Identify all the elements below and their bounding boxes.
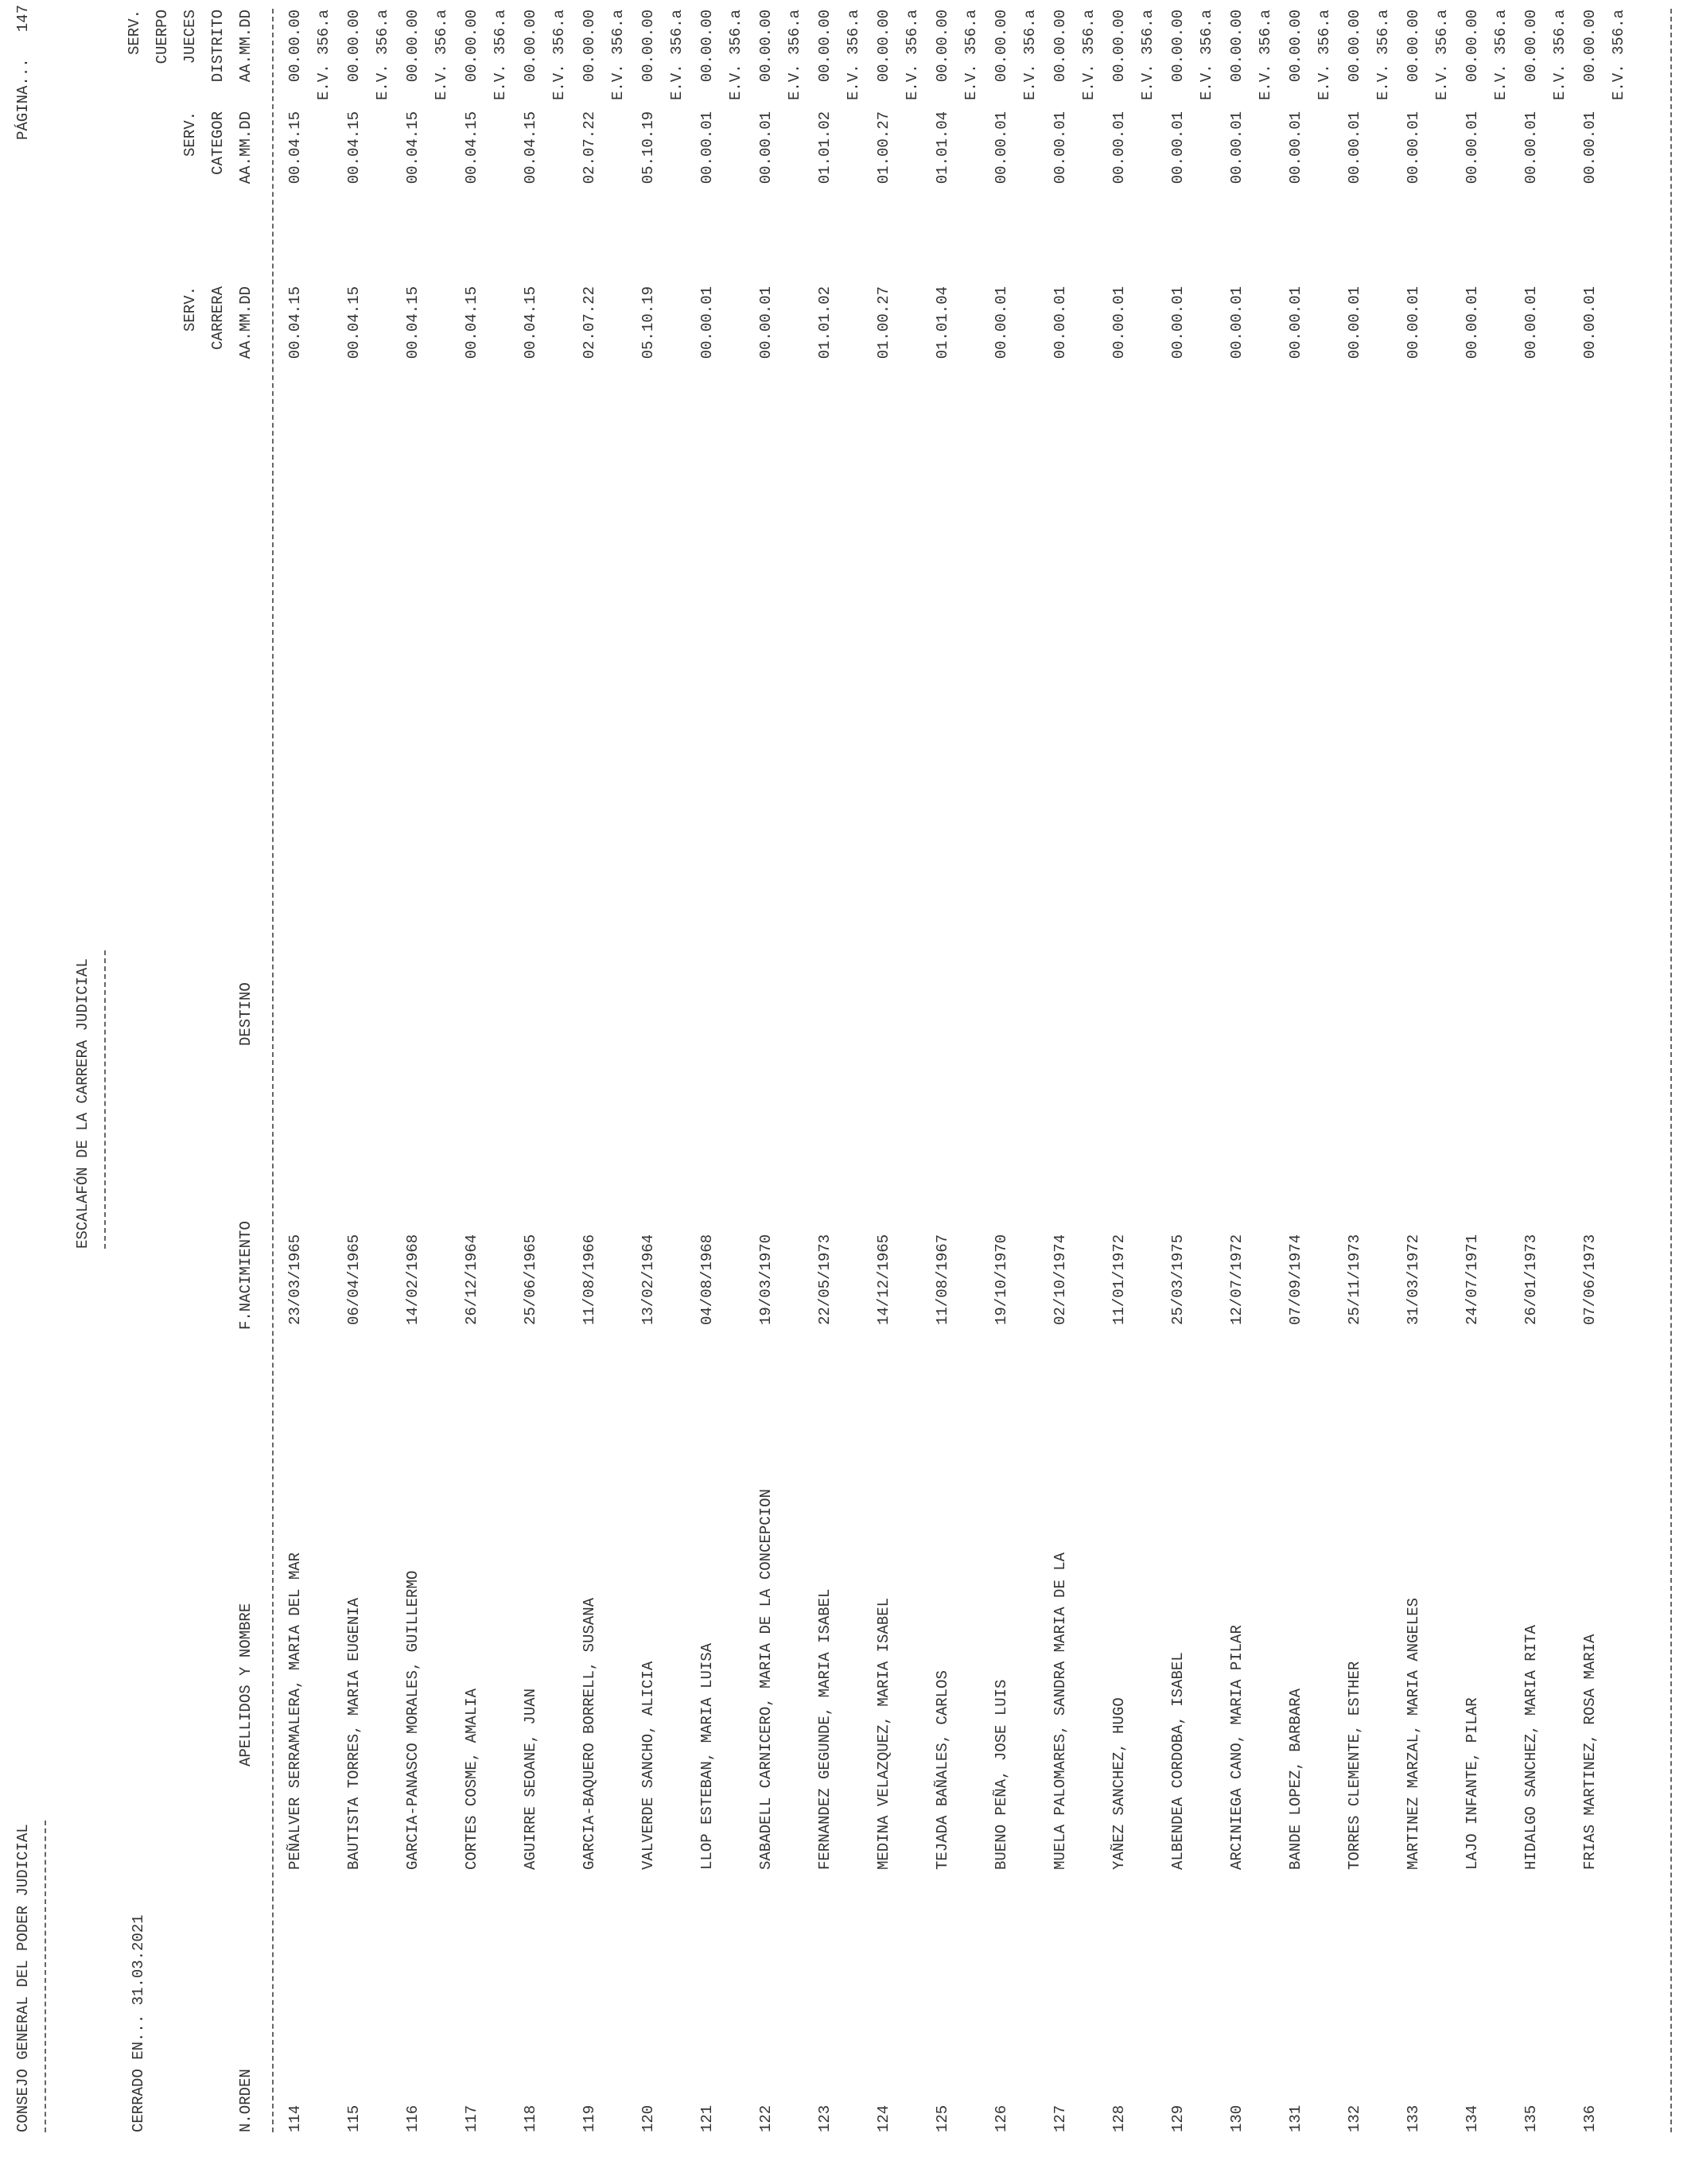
header-separator xyxy=(272,9,274,2132)
cell-nombre: FERNANDEZ GEGUNDE, MARIA ISABEL xyxy=(816,1588,834,1870)
cell-carrera: 00.00.01 xyxy=(993,286,1010,359)
table-row xyxy=(1053,0,1109,2184)
cell-categor: 00.00.01 xyxy=(1287,111,1304,185)
table-row xyxy=(700,0,756,2184)
table-row xyxy=(818,0,873,2184)
cell-categor: 00.00.01 xyxy=(1110,111,1128,185)
cell-nota: E.V. 356.a xyxy=(1316,10,1333,101)
cell-nombre: BAUTISTA TORRES, MARIA EUGENIA xyxy=(345,1597,363,1870)
cell-nota: E.V. 356.a xyxy=(1139,10,1156,101)
cell-carrera: 00.00.01 xyxy=(1405,286,1422,359)
cell-orden: 125 xyxy=(934,2104,951,2132)
cell-distrito: 00.00.00 xyxy=(1110,10,1128,83)
cell-nota: E.V. 356.a xyxy=(1433,10,1451,101)
cell-distrito: 00.00.00 xyxy=(1169,10,1187,83)
cell-distrito: 00.00.00 xyxy=(463,10,480,83)
cell-carrera: 00.00.01 xyxy=(1169,286,1187,359)
table-row xyxy=(935,0,991,2184)
cell-nacimiento: 11/01/1972 xyxy=(1110,1234,1128,1325)
cell-distrito: 00.00.00 xyxy=(1346,10,1363,83)
cell-orden: 117 xyxy=(463,2104,480,2132)
cell-nombre: SABADELL CARNICERO, MARIA DE LA CONCEPCION xyxy=(757,1489,775,1870)
cell-nota: E.V. 356.a xyxy=(492,10,509,101)
cell-nota: E.V. 356.a xyxy=(904,10,921,101)
cell-nacimiento: 02/10/1974 xyxy=(1052,1234,1069,1325)
cell-nacimiento: 19/10/1970 xyxy=(993,1234,1010,1325)
cell-nacimiento: 14/02/1968 xyxy=(404,1234,422,1325)
col-header-carrera-3: AA.MM.DD xyxy=(237,286,255,359)
table-row xyxy=(1230,0,1285,2184)
cell-nombre: HIDALGO SANCHEZ, MARIA RITA xyxy=(1522,1625,1540,1870)
cell-categor: 02.07.22 xyxy=(581,111,598,185)
cell-nombre: CORTES COSME, AMALIA xyxy=(463,1688,480,1870)
cell-nacimiento: 12/07/1972 xyxy=(1228,1234,1246,1325)
cell-nombre: MARTINEZ MARZAL, MARIA ANGELES xyxy=(1405,1597,1422,1870)
cell-nacimiento: 25/03/1975 xyxy=(1169,1234,1187,1325)
cell-nota: E.V. 356.a xyxy=(550,10,568,101)
table-row xyxy=(288,0,344,2184)
cell-distrito: 00.00.00 xyxy=(522,10,539,83)
table-row xyxy=(523,0,579,2184)
col-header-orden: N.ORDEN xyxy=(237,2069,255,2132)
cell-nacimiento: 11/08/1967 xyxy=(934,1234,951,1325)
col-header-destino: DESTINO xyxy=(237,982,255,1046)
cell-distrito: 00.00.00 xyxy=(1464,10,1481,83)
cell-nacimiento: 25/06/1965 xyxy=(522,1234,539,1325)
cell-nota: E.V. 356.a xyxy=(845,10,862,101)
cell-nacimiento: 31/03/1972 xyxy=(1405,1234,1422,1325)
cell-orden: 132 xyxy=(1346,2104,1363,2132)
cell-distrito: 00.00.00 xyxy=(639,10,657,83)
cell-orden: 136 xyxy=(1581,2104,1599,2132)
cell-nombre: TEJADA BAÑALES, CARLOS xyxy=(934,1670,951,1870)
cell-nacimiento: 23/03/1965 xyxy=(286,1234,304,1325)
cell-distrito: 00.00.00 xyxy=(816,10,834,83)
col-header-distrito-5: AA.MM.DD xyxy=(237,10,255,83)
table-row xyxy=(1112,0,1168,2184)
cell-orden: 134 xyxy=(1464,2104,1481,2132)
cell-distrito: 00.00.00 xyxy=(1228,10,1246,83)
cell-categor: 00.00.01 xyxy=(1052,111,1069,185)
cell-nombre: FRIAS MARTINEZ, ROSA MARIA xyxy=(1581,1634,1599,1870)
cell-categor: 00.04.15 xyxy=(404,111,422,185)
cell-categor: 01.00.27 xyxy=(875,111,892,185)
table-row xyxy=(1583,0,1639,2184)
cell-orden: 126 xyxy=(993,2104,1010,2132)
cell-orden: 131 xyxy=(1287,2104,1304,2132)
cell-carrera: 00.00.01 xyxy=(1110,286,1128,359)
cell-nombre: ARCINIEGA CANO, MARIA PILAR xyxy=(1228,1625,1246,1870)
cell-distrito: 00.00.00 xyxy=(698,10,716,83)
col-header-distrito-2: CUERPO xyxy=(154,10,171,64)
cell-orden: 121 xyxy=(698,2104,716,2132)
cell-carrera: 02.07.22 xyxy=(581,286,598,359)
cell-nombre: MEDINA VELAZQUEZ, MARIA ISABEL xyxy=(875,1597,892,1870)
table-row xyxy=(1465,0,1521,2184)
document-title: ESCALAFÓN DE LA CARRERA JUDICIAL xyxy=(74,958,91,1249)
cell-orden: 118 xyxy=(522,2104,539,2132)
cell-orden: 127 xyxy=(1052,2104,1069,2132)
table-row xyxy=(1171,0,1226,2184)
cell-carrera: 01.01.02 xyxy=(816,286,834,359)
cell-orden: 124 xyxy=(875,2104,892,2132)
cell-nombre: LLOP ESTEBAN, MARIA LUISA xyxy=(698,1642,716,1870)
cell-carrera: 01.01.04 xyxy=(934,286,951,359)
cell-carrera: 00.00.01 xyxy=(1346,286,1363,359)
cell-distrito: 00.00.00 xyxy=(286,10,304,83)
cell-nombre: AGUIRRE SEOANE, JUAN xyxy=(522,1688,539,1870)
cell-carrera: 00.00.01 xyxy=(1228,286,1246,359)
col-header-categor-1: SERV. xyxy=(181,111,199,157)
cell-nota: E.V. 356.a xyxy=(1374,10,1392,101)
cell-categor: 01.01.02 xyxy=(816,111,834,185)
cell-categor: 00.04.15 xyxy=(522,111,539,185)
cell-distrito: 00.00.00 xyxy=(934,10,951,83)
cell-nota: E.V. 356.a xyxy=(786,10,803,101)
cell-nota: E.V. 356.a xyxy=(1492,10,1510,101)
cell-orden: 130 xyxy=(1228,2104,1246,2132)
cell-categor: 00.00.01 xyxy=(1405,111,1422,185)
col-header-carrera-1: SERV. xyxy=(181,286,199,332)
cell-categor: 01.01.04 xyxy=(934,111,951,185)
title-underline xyxy=(104,950,106,1249)
cell-nota: E.V. 356.a xyxy=(1551,10,1569,101)
cell-nacimiento: 11/08/1966 xyxy=(581,1234,598,1325)
cell-nacimiento: 26/01/1973 xyxy=(1522,1234,1540,1325)
col-header-nacimiento: F.NACIMIENTO xyxy=(237,1221,255,1330)
cell-orden: 115 xyxy=(345,2104,363,2132)
table-row xyxy=(1347,0,1403,2184)
cell-orden: 135 xyxy=(1522,2104,1540,2132)
table-row xyxy=(1406,0,1462,2184)
cell-orden: 129 xyxy=(1169,2104,1187,2132)
cell-nota: E.V. 356.a xyxy=(315,10,332,101)
org-name: CONSEJO GENERAL DEL PODER JUDICIAL xyxy=(14,1824,32,2132)
cell-orden: 128 xyxy=(1110,2104,1128,2132)
cell-nombre: YAÑEZ SANCHEZ, HUGO xyxy=(1110,1697,1128,1870)
cell-nacimiento: 14/12/1965 xyxy=(875,1234,892,1325)
cell-nota: E.V. 356.a xyxy=(1610,10,1627,101)
cell-nombre: BANDE LOPEZ, BARBARA xyxy=(1287,1688,1304,1870)
cell-categor: 00.00.01 xyxy=(1169,111,1187,185)
col-header-distrito-3: JUECES xyxy=(181,10,199,64)
cell-distrito: 00.00.00 xyxy=(1287,10,1304,83)
cell-carrera: 00.00.01 xyxy=(1052,286,1069,359)
cell-orden: 123 xyxy=(816,2104,834,2132)
col-header-distrito-4: DISTRITO xyxy=(209,10,227,83)
cell-nota: E.V. 356.a xyxy=(1257,10,1274,101)
cell-carrera: 00.04.15 xyxy=(404,286,422,359)
cell-distrito: 00.00.00 xyxy=(757,10,775,83)
cell-carrera: 00.04.15 xyxy=(463,286,480,359)
cell-categor: 05.10.19 xyxy=(639,111,657,185)
cell-carrera: 00.04.15 xyxy=(522,286,539,359)
cell-orden: 120 xyxy=(639,2104,657,2132)
cell-nota: E.V. 356.a xyxy=(1021,10,1039,101)
cell-distrito: 00.00.00 xyxy=(993,10,1010,83)
cell-categor: 00.00.01 xyxy=(757,111,775,185)
cell-nombre: VALVERDE SANCHO, ALICIA xyxy=(639,1661,657,1870)
cell-nota: E.V. 356.a xyxy=(962,10,980,101)
cell-carrera: 01.00.27 xyxy=(875,286,892,359)
cell-categor: 00.00.01 xyxy=(1464,111,1481,185)
cell-nombre: LAJO INFANTE, PILAR xyxy=(1464,1697,1481,1870)
table-row xyxy=(994,0,1050,2184)
cell-distrito: 00.00.00 xyxy=(875,10,892,83)
col-header-categor-3: AA.MM.DD xyxy=(237,111,255,185)
cell-nacimiento: 19/03/1970 xyxy=(757,1234,775,1325)
table-row xyxy=(465,0,520,2184)
cell-carrera: 00.00.01 xyxy=(1522,286,1540,359)
org-underline xyxy=(45,1821,46,2132)
cell-nota: E.V. 356.a xyxy=(668,10,686,101)
closed-date: CERRADO EN... 31.03.2021 xyxy=(130,1914,147,2132)
cell-orden: 122 xyxy=(757,2104,775,2132)
table-row xyxy=(1524,0,1580,2184)
cell-nacimiento: 24/07/1971 xyxy=(1464,1234,1481,1325)
col-header-distrito-1: SERV. xyxy=(126,10,143,56)
cell-nacimiento: 22/05/1973 xyxy=(816,1234,834,1325)
cell-distrito: 00.00.00 xyxy=(404,10,422,83)
cell-nacimiento: 13/02/1964 xyxy=(639,1234,657,1325)
cell-nacimiento: 25/11/1973 xyxy=(1346,1234,1363,1325)
cell-categor: 00.00.01 xyxy=(698,111,716,185)
page-label: PÁGINA... xyxy=(14,58,32,140)
cell-categor: 00.00.01 xyxy=(1581,111,1599,185)
cell-categor: 00.04.15 xyxy=(463,111,480,185)
cell-carrera: 00.00.01 xyxy=(1464,286,1481,359)
col-header-carrera-2: CARRERA xyxy=(209,286,227,350)
cell-carrera: 00.00.01 xyxy=(757,286,775,359)
cell-carrera: 00.04.15 xyxy=(286,286,304,359)
cell-distrito: 00.00.00 xyxy=(345,10,363,83)
col-header-categor-2: CATEGOR xyxy=(209,111,227,175)
cell-carrera: 00.00.01 xyxy=(1287,286,1304,359)
cell-nacimiento: 07/09/1974 xyxy=(1287,1234,1304,1325)
cell-nota: E.V. 356.a xyxy=(1198,10,1215,101)
cell-carrera: 00.00.01 xyxy=(1581,286,1599,359)
col-header-nombre: APELLIDOS Y NOMBRE xyxy=(237,1603,255,1766)
table-row xyxy=(347,0,402,2184)
cell-nota: E.V. 356.a xyxy=(609,10,627,101)
cell-carrera: 00.00.01 xyxy=(698,286,716,359)
cell-categor: 00.04.15 xyxy=(286,111,304,185)
cell-distrito: 00.00.00 xyxy=(1052,10,1069,83)
cell-nombre: GARCIA-PANASCO MORALES, GUILLERMO xyxy=(404,1570,422,1870)
table-row xyxy=(759,0,814,2184)
cell-distrito: 00.00.00 xyxy=(1522,10,1540,83)
cell-orden: 116 xyxy=(404,2104,422,2132)
cell-orden: 133 xyxy=(1405,2104,1422,2132)
table-row xyxy=(582,0,638,2184)
cell-nacimiento: 07/06/1973 xyxy=(1581,1234,1599,1325)
cell-nota: E.V. 356.a xyxy=(374,10,391,101)
cell-categor: 00.00.01 xyxy=(1346,111,1363,185)
cell-orden: 114 xyxy=(286,2104,304,2132)
cell-distrito: 00.00.00 xyxy=(581,10,598,83)
cell-nombre: MUELA PALOMARES, SANDRA MARIA DE LA xyxy=(1052,1552,1069,1870)
cell-nombre: ALBENDEA CORDOBA, ISABEL xyxy=(1169,1652,1187,1870)
cell-distrito: 00.00.00 xyxy=(1581,10,1599,83)
cell-nacimiento: 04/08/1968 xyxy=(698,1234,716,1325)
cell-categor: 00.00.01 xyxy=(1228,111,1246,185)
table-row xyxy=(406,0,461,2184)
cell-distrito: 00.00.00 xyxy=(1405,10,1422,83)
table-row xyxy=(877,0,932,2184)
cell-nacimiento: 26/12/1964 xyxy=(463,1234,480,1325)
cell-carrera: 00.04.15 xyxy=(345,286,363,359)
cell-nota: E.V. 356.a xyxy=(1080,10,1098,101)
cell-carrera: 05.10.19 xyxy=(639,286,657,359)
table-row xyxy=(1289,0,1344,2184)
table-row xyxy=(641,0,697,2184)
cell-categor: 00.04.15 xyxy=(345,111,363,185)
page-number: 147 xyxy=(14,5,32,33)
cell-nacimiento: 06/04/1965 xyxy=(345,1234,363,1325)
table-bottom-separator xyxy=(1670,9,1672,2132)
cell-nombre: TORRES CLEMENTE, ESTHER xyxy=(1346,1661,1363,1870)
cell-categor: 00.00.01 xyxy=(1522,111,1540,185)
cell-nombre: BUENO PEÑA, JOSE LUIS xyxy=(993,1679,1010,1870)
cell-nota: E.V. 356.a xyxy=(433,10,450,101)
cell-nombre: GARCIA-BAQUERO BORRELL, SUSANA xyxy=(581,1597,598,1870)
cell-orden: 119 xyxy=(581,2104,598,2132)
cell-nombre: PEÑALVER SERRAMALERA, MARIA DEL MAR xyxy=(286,1552,304,1870)
cell-categor: 00.00.01 xyxy=(993,111,1010,185)
cell-nota: E.V. 356.a xyxy=(727,10,744,101)
